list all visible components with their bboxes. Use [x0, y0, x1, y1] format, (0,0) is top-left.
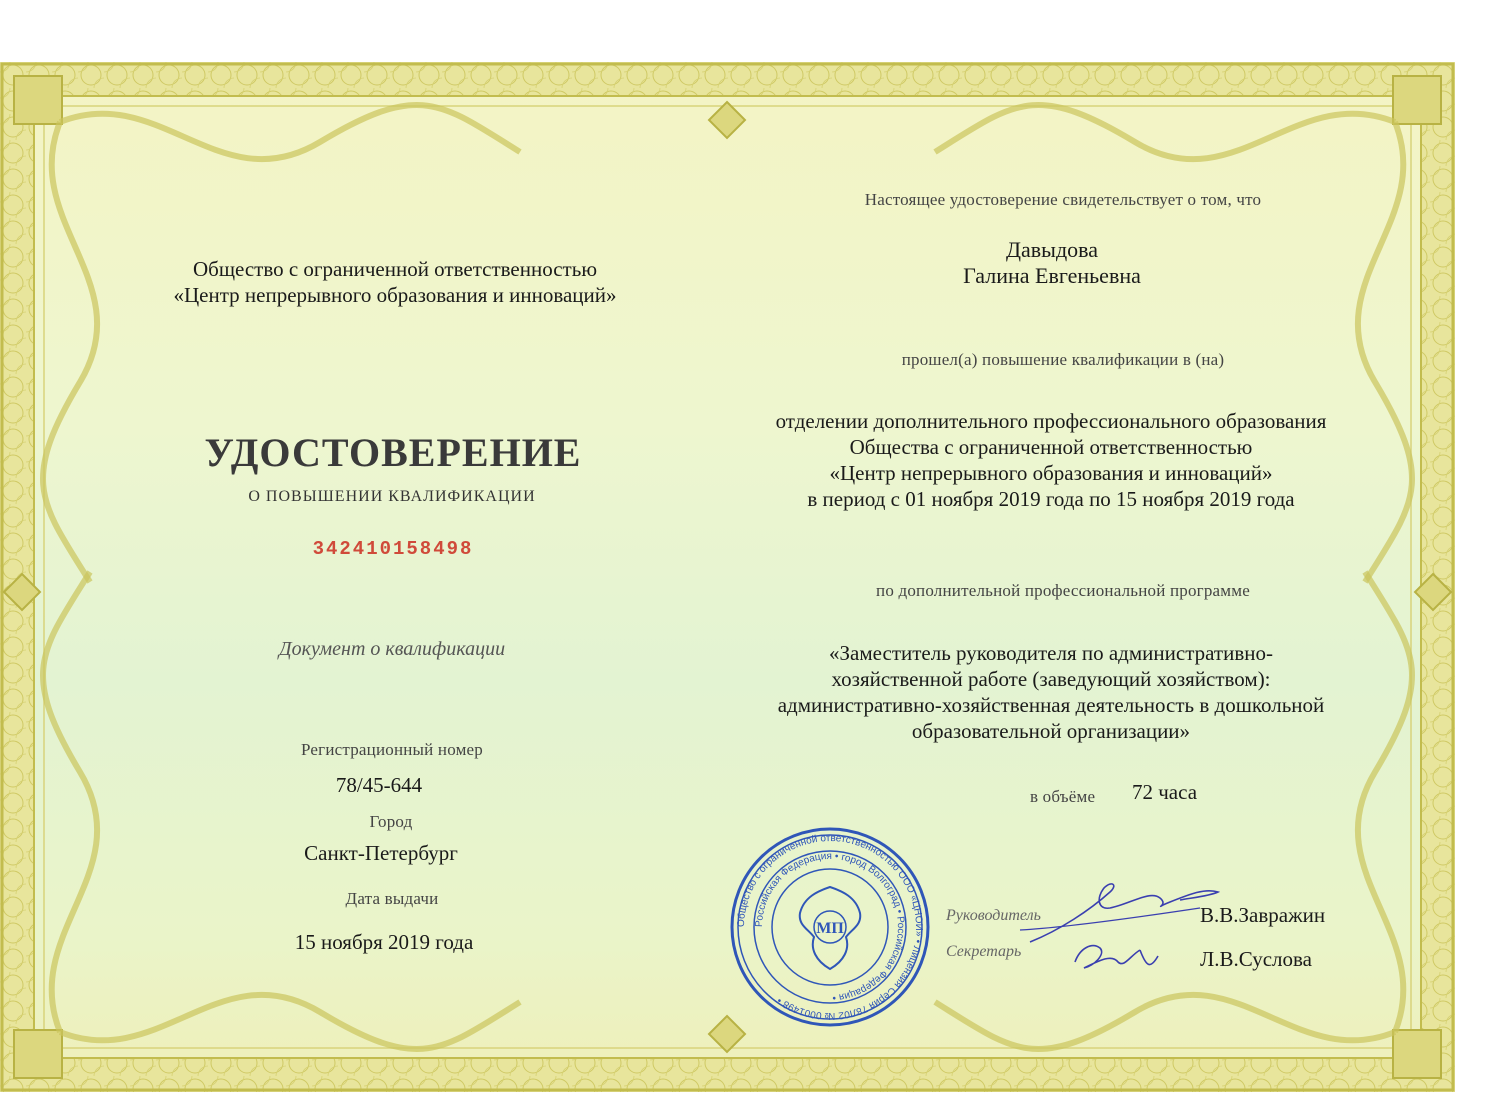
city-value: Санкт-Петербург — [304, 841, 458, 865]
program-label: по дополнительной профессиональной программе — [876, 581, 1250, 600]
head-signature-label: Руководитель — [946, 907, 1041, 924]
volume-value: 72 часа — [1132, 780, 1198, 804]
issuer-line: «Центр непрерывного образования и инноваций» — [173, 283, 617, 307]
program-line: административно-хозяйственная деятельность в дошкольной — [777, 693, 1325, 717]
program-line: образовательной организации» — [911, 719, 1191, 743]
issuer-line: Общество с ограниченной ответственностью — [192, 257, 598, 281]
certificate-title: УДОСТОВЕРЕНИЕ — [204, 430, 582, 475]
registration-number: 78/45-644 — [335, 773, 423, 797]
training-period: в период с 01 ноября 2019 года по 15 ноября 2019 года — [807, 487, 1295, 511]
document-type: Документ о квалификации — [278, 638, 506, 660]
head-name: В.В.Завражин — [1200, 903, 1326, 927]
holder-surname: Давыдова — [1006, 237, 1098, 262]
svg-text:Российская Федерация • город В: Российская Федерация • город Волгоград • Российская Федерация • — [753, 850, 907, 1003]
program-line: хозяйственной работе (заведующий хозяйством): — [831, 667, 1271, 691]
secretary-name: Л.В.Суслова — [1200, 947, 1312, 971]
volume-label: в объёме — [1030, 787, 1096, 806]
issue-date-label: Дата выдачи — [345, 889, 439, 908]
secretary-signature-label: Секретарь — [946, 943, 1022, 960]
institution-line: отделении дополнительного профессионального образования — [775, 409, 1327, 433]
program-title — [778, 640, 1325, 744]
official-stamp — [728, 825, 932, 1029]
svg-text:Общество с ограниченной ответс: Общество с ограниченной ответственностью ООО «ЦНОИ» • Лицензия Серия 78Л02 № 0001498 • — [735, 832, 925, 1022]
institution-line: «Центр непрерывного образования и инноваций» — [829, 461, 1273, 485]
handwritten-signatures — [1000, 870, 1240, 980]
institution-block — [776, 408, 1327, 512]
certificate-subtitle: О ПОВЫШЕНИИ КВАЛИФИКАЦИИ — [248, 488, 536, 505]
program-line: «Заместитель руководителя по административно- — [829, 641, 1273, 665]
issuer-organization — [173, 256, 616, 308]
passed-label: прошел(а) повышение квалификации в (на) — [901, 350, 1225, 369]
holder-given-names: Галина Евгеньевна — [963, 263, 1141, 288]
issue-date-value: 15 ноября 2019 года — [294, 930, 474, 954]
city-label: Город — [369, 812, 413, 831]
institution-line: Общества с ограниченной ответственностью — [849, 435, 1253, 459]
svg-text:МП: МП — [816, 920, 844, 937]
serial-number: 342410158498 — [312, 538, 474, 560]
certificate-intro: Настоящее удостоверение свидетельствует о том, что — [864, 190, 1262, 209]
registration-label: Регистрационный номер — [300, 740, 484, 759]
